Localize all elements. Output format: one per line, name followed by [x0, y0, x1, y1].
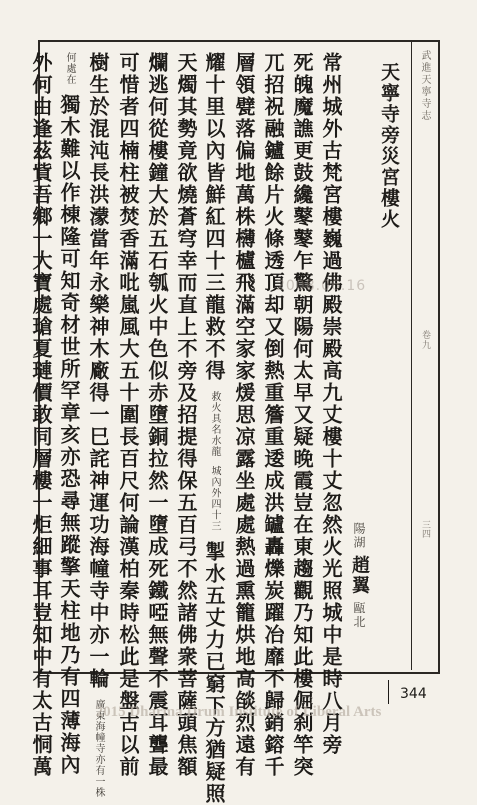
- poem-column-5-head: 耀十里以內皆鮮紅四十三龍救不得: [202, 52, 226, 382]
- poem-column-7: 爛逃何從樓鐘大於五石瓠火中色似赤墮銅拉然一墮成死鐵啞無聲不震耳聾最: [145, 52, 169, 778]
- poem-column-2: 死魄魔譙更鼓纔鼕鼕乍驚朝陽何太早又疑晚霞豈在東趨觀乃知此樓倔刹竿突: [290, 52, 314, 778]
- poem-column-5: [200, 52, 229, 805]
- poem-note-col9: 廣東海幢寺亦有一株: [93, 698, 104, 798]
- poem-note-a: 救火具名水龍: [209, 390, 220, 457]
- page-number: 344: [400, 686, 427, 702]
- author-name: 趙翼: [349, 555, 370, 596]
- poem-column-3: 兀招祝融鑪餘片火條透頂却又倒熱重簷重逶成洪罏轟爍炭躍冶靡不歸銷鎔千: [261, 52, 285, 778]
- poem-column-11: 外何由逢茲貲吾鄉一大寶處瑲夏璉價敢同層樓一炬細事耳豈知中有太古恫萬: [29, 52, 53, 778]
- page-number-rule: [388, 680, 389, 704]
- poem-column-9-text: 樹生於混沌長洪濛當年永樂神木廠得一巳詫神運功海幢寺中亦一輪: [86, 52, 110, 690]
- poem-author-column: [345, 52, 374, 658]
- poem-note-b: 城內外四十三: [209, 465, 220, 532]
- margin-book-title: 武進天寧寺志: [419, 50, 430, 122]
- copyright-watermark: 2015 Dharma Drum Institute of Liberal Arts: [95, 704, 382, 720]
- poem-column-8: 可惜者四楠柱被焚香滿吡嵐風大五十圍長百尺何論漢柏秦時松此是盤古以前: [116, 52, 140, 778]
- author-prefix: 陽湖: [352, 522, 366, 550]
- poem-column-4: 層領甓落偏地萬株欂櫨飛滿空家家煖思凉露坐處處熱過熏籠烘地高燄烈遠有: [232, 52, 256, 778]
- margin-section: 卷九: [420, 330, 430, 350]
- poem-column-10-text: 獨木難以作棟隆可知奇材世所罕章亥亦恐尋無蹤擎天柱地乃有四薄海內: [57, 93, 81, 776]
- poem-column-9: [84, 52, 113, 798]
- poem-column-5-tail: 掣水五丈力已窮下方猶疑照: [202, 540, 226, 805]
- poem-note-col10: 何處在: [64, 52, 75, 85]
- margin-page-marker: 三四: [420, 520, 430, 538]
- author-suffix: 甌北: [352, 601, 366, 630]
- poem-title: 天寧寺旁災宮樓火: [378, 62, 400, 230]
- poem-column-1: 常州城外古梵宮樓巍過佛殿崇殿高九丈樓十丈忽然火光照城中是時八月旁: [319, 52, 343, 756]
- poem-column-10: [55, 52, 84, 776]
- scan-date-stamp: 2008.06.16: [276, 278, 367, 294]
- poem-column-6: 天燭其勢竟欲燒蒼穹幸而直上不旁及招提得保五百弓不然諸佛衆菩薩頭焦額: [174, 52, 198, 778]
- margin-column: [411, 40, 437, 670]
